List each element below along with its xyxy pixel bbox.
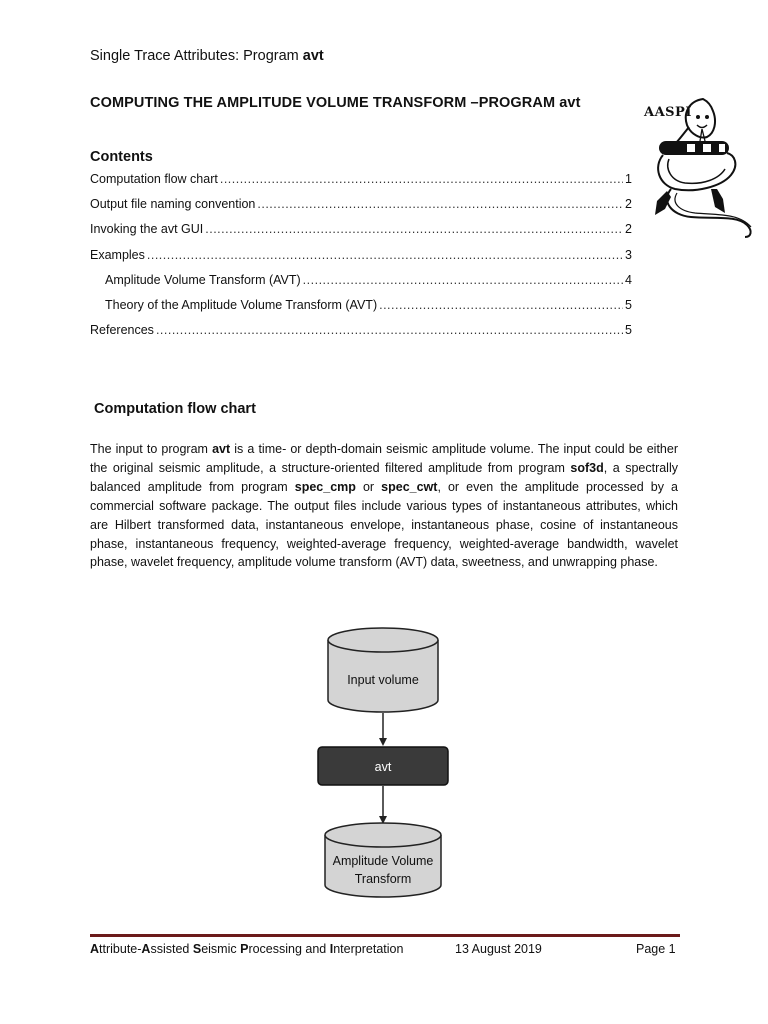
para-text: , or even the amplitude processed by a commercial software package. The output files include various types of instantaneous attributes, which are Hilbert transformed data, instantaneous envelope, instantaneous phase, cosine of instantaneous phase, instantaneous frequency, weighted-average frequency, weighted-average bandwidth, wavelet phase, wavelet frequency, amplitude volume transform (AVT) data, sweetness, and unwrapping phase. [90,479,678,570]
program-name-sof3d: sof3d [570,460,604,475]
program-name-spec-cwt: spec_cwt [381,479,438,494]
toc-leader-dots [257,197,623,211]
toc-entry-page: 3 [625,247,632,262]
toc-entry-label: Output file naming convention [90,197,256,212]
para-text: The input to program [90,442,213,456]
footer-word: nterpretation [333,942,404,956]
program-name-spec-cmp: spec_cmp [294,479,356,494]
initial-letter: I [329,942,334,956]
toc-entry[interactable] [90,248,632,273]
footer-word: ttribute- [99,942,142,956]
footer-word: ssisted [150,942,193,956]
running-header [90,48,324,64]
toc-leader-dots [379,298,623,312]
toc-entry-page: 4 [625,272,632,287]
para-text: , a spectrally balanced amplitude from program [90,460,678,494]
initial-letter: A [90,942,100,956]
para-text: or [355,479,382,494]
toc-entry[interactable] [90,172,632,197]
para-text: is a time- or depth-domain seismic amplitude volume. The input could be either the original seismic amplitude, a structure-oriented filtered amplitude from program [90,442,678,475]
toc-leader-dots [147,248,623,262]
footer-organization [90,942,403,956]
section-heading: Computation flow chart [94,401,256,417]
toc-entry-page: 2 [625,197,632,212]
computation-flow-chart [300,620,470,910]
toc-entry-label: Examples [90,247,145,262]
toc-subentry[interactable] [90,298,632,323]
footer-date: 13 August 2019 [455,942,542,956]
logo-text: AASPI [644,105,692,120]
toc-entry-page: 5 [625,297,632,312]
toc-entry-label: Computation flow chart [90,172,218,186]
header-program: avt [302,48,324,64]
footer-page-number: Page 1 [636,942,676,956]
toc-entry-label: Amplitude Volume Transform (AVT) [105,272,301,287]
footer-word: eismic [201,942,241,956]
footer-word: rocessing and [248,942,330,956]
toc-entry-label: Invoking the avt GUI [90,222,204,237]
toc-entry[interactable] [90,323,632,348]
toc-leader-dots [303,273,623,287]
toc-entry-label: References [90,323,154,338]
toc-leader-dots [156,323,623,337]
toc-entry-page: 5 [625,323,632,338]
avt-process-label: avt [374,760,392,774]
output-label-line2: Transform [354,872,412,886]
input-volume-cylinder [328,628,438,712]
body-paragraph [90,440,678,572]
footer-rule [90,934,680,937]
toc-entry-page: 2 [625,222,632,237]
table-of-contents [90,172,632,348]
avt-process-box [318,747,448,785]
initial-letter: P [240,942,249,956]
initial-letter: A [141,942,151,956]
toc-subentry[interactable] [90,273,632,298]
input-volume-label: Input volume [347,673,419,687]
toc-entry-page: 1 [625,172,632,186]
program-name-avt: avt [212,442,231,456]
toc-leader-dots [205,222,623,236]
contents-heading: Contents [90,149,153,165]
toc-entry[interactable] [90,222,632,247]
amplitude-volume-transform-cylinder [325,823,441,897]
output-label-line1: Amplitude Volume [332,854,434,868]
toc-entry[interactable] [90,197,632,222]
toc-entry-label: Theory of the Amplitude Volume Transform (AVT) [105,297,378,312]
aaspi-logo [641,97,759,245]
arrow-avt-to-output [379,786,387,824]
document-title: COMPUTING THE AMPLITUDE VOLUME TRANSFORM –PROGRAM avt [90,95,581,111]
header-prefix: Single Trace Attributes: Program [90,48,303,64]
initial-letter: S [192,942,202,956]
toc-leader-dots [220,172,623,186]
arrow-input-to-avt [379,713,387,746]
